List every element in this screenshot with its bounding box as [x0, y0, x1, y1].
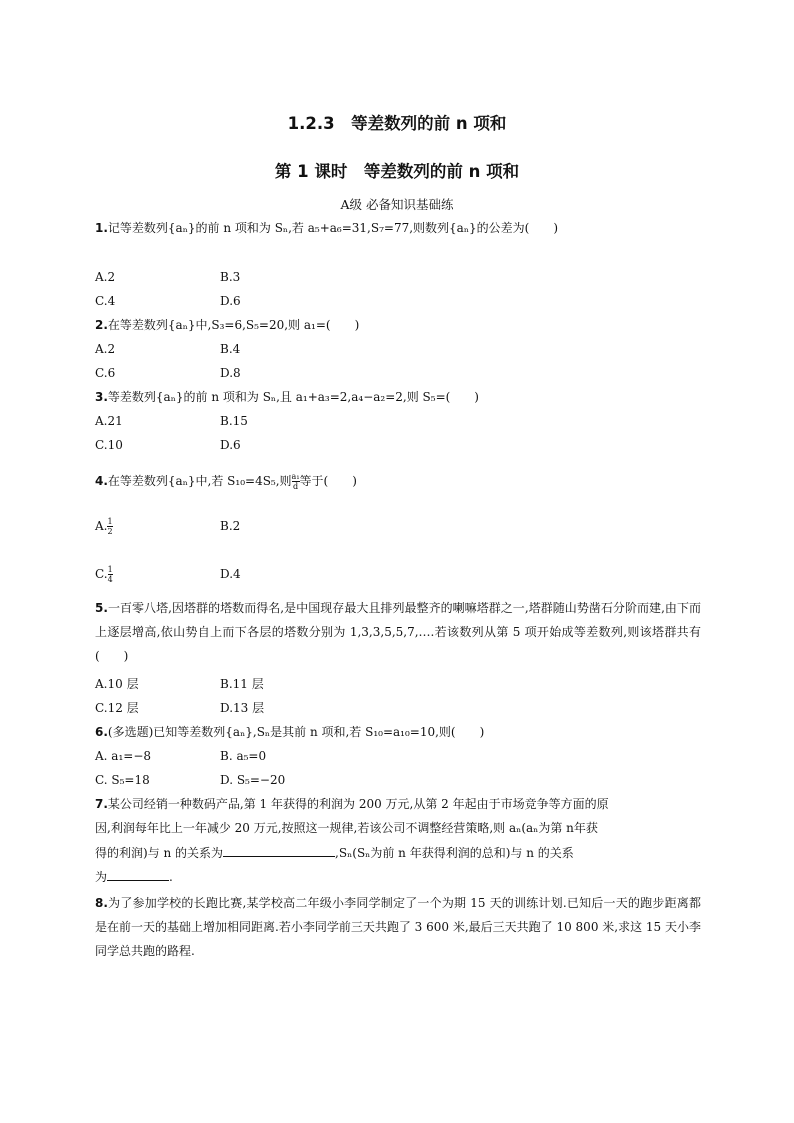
question-text: 等差数列{aₙ}的前 n 项和为 Sₙ,且 a₁+a₃=2,a₄−a₂=2,则 S₅=( ) [107, 390, 479, 404]
option-c: C.4 [95, 294, 116, 308]
option-a: A.10 层 [95, 677, 139, 691]
option-a: A.2 [95, 342, 116, 356]
question-number: 6. [95, 725, 108, 739]
question-4 [95, 470, 357, 492]
question-7-line-4: 为 . [95, 870, 173, 884]
question-number: 2. [95, 318, 108, 332]
option-b: B.3 [220, 270, 241, 284]
question-7-line-3: 得的利润)与 n 的关系为 ,Sₙ(Sₙ为前 n 年获得利润的总和)与 n 的关系 [95, 846, 574, 860]
question-number: 5. [95, 601, 108, 615]
question-8 [95, 891, 701, 963]
fraction-one-half: $\frac{1}{2}$ [107, 517, 113, 536]
question-3 [95, 389, 479, 405]
option-b: B.4 [220, 342, 241, 356]
section-title: 1.2.3 等差数列的前 n 项和 [287, 114, 507, 133]
question-7-line-2: 因,利润每年比上一年减少 20 万元,按照这一规律,若该公司不调整经营策略,则 aₙ(aₙ为第 n年获 [95, 821, 598, 835]
answer-blank-sn[interactable] [107, 868, 169, 881]
option-a: A. $\frac{1}{2}$ [95, 517, 113, 536]
question-number: 8. [95, 896, 108, 910]
option-d: D.6 [220, 438, 241, 452]
option-d: D.6 [220, 294, 241, 308]
question-7-line-1: 7.某公司经销一种数码产品,第 1 年获得的利润为 200 万元,从第 2 年起由于市场竞争等方面的原 [95, 797, 609, 811]
option-d: D.8 [220, 366, 241, 380]
option-a: A.21 [95, 414, 123, 428]
option-a: A.2 [95, 270, 116, 284]
question-text: (多选题)已知等差数列{aₙ},Sₙ是其前 n 项和,若 S₁₀=a₁₀=10,则( ) [107, 725, 485, 739]
question-5 [95, 596, 701, 668]
level-heading: A级 必备知识基础练 [340, 197, 454, 212]
fraction-one-quarter: $\frac{1}{4}$ [107, 565, 113, 584]
question-2 [95, 317, 359, 333]
question-number: 4. [95, 474, 108, 488]
question-text: 记等差数列{aₙ}的前 n 项和为 Sₙ,若 a₅+a₆=31,S₇=77,则数列{aₙ}的公差为( ) [107, 221, 559, 235]
question-number: 7. [95, 797, 108, 811]
question-1 [95, 220, 558, 236]
question-number: 1. [95, 221, 108, 235]
option-c: C.12 层 [95, 701, 139, 715]
answer-blank-an[interactable] [223, 844, 335, 857]
question-text: 为了参加学校的长跑比赛,某学校高二年级小李同学制定了一个为期 15 天的训练计划.已知后一天的跑步距离都是在前一天的基础上增加相同距离.若小李同学前三天共跑了 3 600 米,最后三天共跑了 10 800 米,求这 15 天小李同学总共跑的路程. [95, 896, 701, 958]
question-6 [95, 724, 484, 740]
option-d: D.13 层 [220, 701, 265, 715]
option-d: D.4 [220, 567, 241, 581]
question-text: 一百零八塔,因塔群的塔数而得名,是中国现存最大且排列最整齐的喇嘛塔群之一,塔群随山势凿石分阶而建,由下而上逐层增高,依山势自上而下各层的塔数分别为 1,3,3,5,5,7,….若该数列从第 5 项开始成等差数列,则该塔群共有( ) [95, 601, 701, 663]
fraction-a1-over-d: $\frac{\text{a₁}}{d}$ [291, 472, 300, 491]
question-number: 3. [95, 390, 108, 404]
option-b: B.15 [220, 414, 248, 428]
option-c: C. $\frac{1}{4}$ [95, 565, 113, 584]
option-d: D. S₅=−20 [220, 773, 286, 787]
option-a: A. a₁=−8 [95, 749, 152, 763]
option-b: B.11 层 [220, 677, 264, 691]
question-text-end: 等于( ) [299, 474, 357, 488]
question-text: 在等差数列{aₙ}中,S₃=6,S₅=20,则 a₁=( ) [107, 318, 360, 332]
lesson-title: 第 1 课时 等差数列的前 n 项和 [274, 162, 520, 181]
option-b: B. a₅=0 [220, 749, 267, 763]
question-text: 在等差数列{aₙ}中,若 S₁₀=4S₅,则 [107, 474, 292, 488]
option-c: C.10 [95, 438, 123, 452]
option-b: B.2 [220, 519, 241, 533]
option-c: C. S₅=18 [95, 773, 150, 787]
option-c: C.6 [95, 366, 116, 380]
